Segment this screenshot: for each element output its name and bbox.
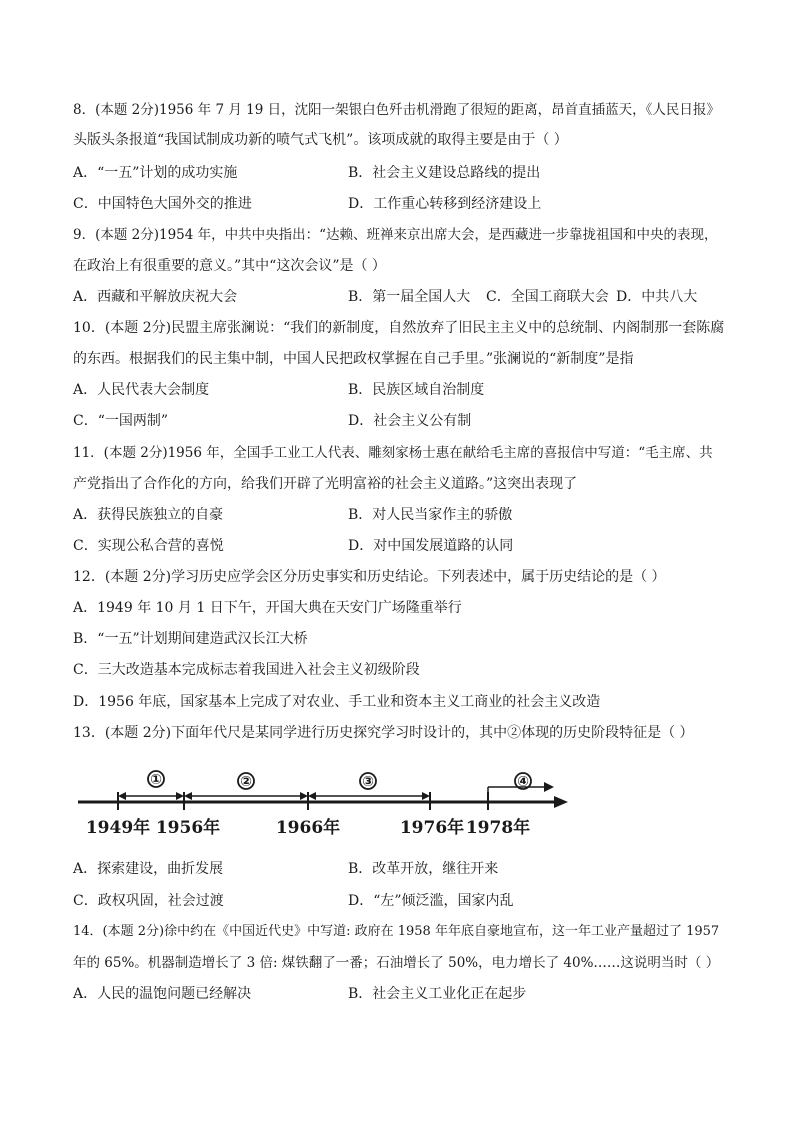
segment-4-label: ④ [517, 774, 529, 790]
q8-option-a[interactable]: A．“一五”计划的成功实施 [73, 165, 238, 181]
q14-option-a[interactable]: A．人民的温饱问题已经解决 [73, 986, 252, 1002]
year-1956: 1956年 [155, 818, 221, 838]
q8-stem-line2: 头版头条报道“我国试制成功新的喷气式飞机”。该项成就的取得主要是由于（ ） [73, 132, 568, 148]
q11-option-a[interactable]: A．获得民族独立的自豪 [73, 507, 224, 523]
q10-stem-line1: 10．(本题 2分)民盟主席张澜说：“我们的新制度，自然放弃了旧民主主义中的总统制、内阁制那一套陈腐 [73, 320, 725, 336]
q12-option-b[interactable]: B．“一五”计划期间建造武汉长江大桥 [73, 631, 308, 647]
timeline-axis-arrow [554, 796, 568, 808]
q9-option-a[interactable]: A．西藏和平解放庆祝大会 [73, 289, 238, 305]
q12-option-a[interactable]: A．1949 年 10 月 1 日下午，开国大典在天安门广场隆重举行 [73, 600, 462, 616]
q11-stem-line1: 11．(本题 2分)1956 年，全国手工业工人代表、雕刻家杨士惠在献给毛主席的喜报信中写道：“毛主席、共 [73, 445, 713, 461]
q8-option-b[interactable]: B．社会主义建设总路线的提出 [348, 165, 541, 181]
q9-option-b[interactable]: B．第一届全国人大 [348, 289, 471, 305]
q13-option-d[interactable]: D．“左”倾泛滥，国家内乱 [348, 893, 514, 909]
segment-2-arrow [184, 792, 308, 800]
segment-1-arrow [118, 792, 184, 800]
q12-option-c[interactable]: C．三大改造基本完成标志着我国进入社会主义初级阶段 [73, 662, 420, 678]
year-1966: 1966年 [275, 818, 341, 838]
q9-stem-line2: 在政治上有很重要的意义。”其中“这次会议”是（ ） [73, 258, 386, 274]
q11-option-b[interactable]: B．对人民当家作主的骄傲 [348, 507, 513, 523]
q11-option-c[interactable]: C．实现公私合营的喜悦 [73, 538, 224, 554]
q14-stem-line1: 14．(本题 2分)徐中约在《中国近代史》中写道: 政府在 1958 年年底自豪地宣布，这一年工业产量超过了 1957 [73, 924, 720, 939]
year-1976: 1976年 [399, 818, 465, 838]
q11-stem-line2: 产党指出了合作化的方向，给我们开辟了光明富裕的社会主义道路。”这突出表现了 [73, 476, 578, 492]
year-1978: 1978年 [465, 818, 531, 838]
q10-option-a[interactable]: A．人民代表大会制度 [73, 382, 210, 398]
q10-option-b[interactable]: B．民族区域自治制度 [348, 382, 485, 398]
q8-stem-line1: 8．(本题 2分)1956 年 7 月 19 日，沈阳一架银白色歼击机滑跑了很短的距离，昂首直插蓝天，《人民日报》 [73, 102, 720, 118]
q11-option-d[interactable]: D．对中国发展道路的认同 [348, 538, 514, 554]
q9-option-d[interactable]: D．中共八大 [616, 289, 698, 305]
q12-option-d[interactable]: D．1956 年底，国家基本上完成了对农业、手工业和资本主义工商业的社会主义改造 [73, 694, 601, 710]
q13-option-a[interactable]: A．探索建设，曲折发展 [73, 861, 224, 877]
q13-option-b[interactable]: B．改革开放，继往开来 [348, 861, 499, 877]
q8-option-c[interactable]: C．中国特色大国外交的推进 [73, 196, 252, 212]
segment-2-label: ② [240, 774, 252, 790]
q10-option-c[interactable]: C．“一国两制” [73, 413, 169, 429]
q9-stem-line1: 9．(本题 2分)1954 年，中共中央指出：“达赖、班禅来京出席大会，是西藏进一步靠拢祖国和中央的表现， [73, 227, 718, 243]
q14-stem-line2: 年的 65%。机器制造增长了 3 倍: 煤铁翻了一番；石油增长了 50%，电力增长了 40%……这说明当时（ ） [73, 955, 720, 971]
timeline-diagram [76, 765, 568, 845]
q14-option-b[interactable]: B．社会主义工业化正在起步 [348, 986, 527, 1002]
q9-option-c[interactable]: C．全国工商联大会 [486, 289, 609, 305]
segment-1-label: ① [150, 772, 162, 788]
q12-stem-line1: 12．(本题 2分)学习历史应学会区分历史事实和历史结论。下列表述中，属于历史结论的是（ ） [73, 569, 666, 585]
segment-3-arrow [308, 792, 430, 800]
year-1949: 1949年 [85, 818, 151, 838]
q13-option-c[interactable]: C．政权巩固，社会过渡 [73, 893, 224, 909]
q8-option-d[interactable]: D．工作重心转移到经济建设上 [348, 196, 542, 212]
q13-stem-line1: 13．(本题 2分)下面年代尺是某同学进行历史探究学习时设计的，其中②体现的历史阶段特征是（ ） [73, 725, 694, 741]
segment-3-label: ③ [362, 774, 374, 790]
q10-option-d[interactable]: D．社会主义公有制 [348, 413, 472, 429]
q10-stem-line2: 的东西。根据我们的民主集中制，中国人民把政权掌握在自己手里。”张澜说的“新制度”是指 [73, 351, 634, 367]
